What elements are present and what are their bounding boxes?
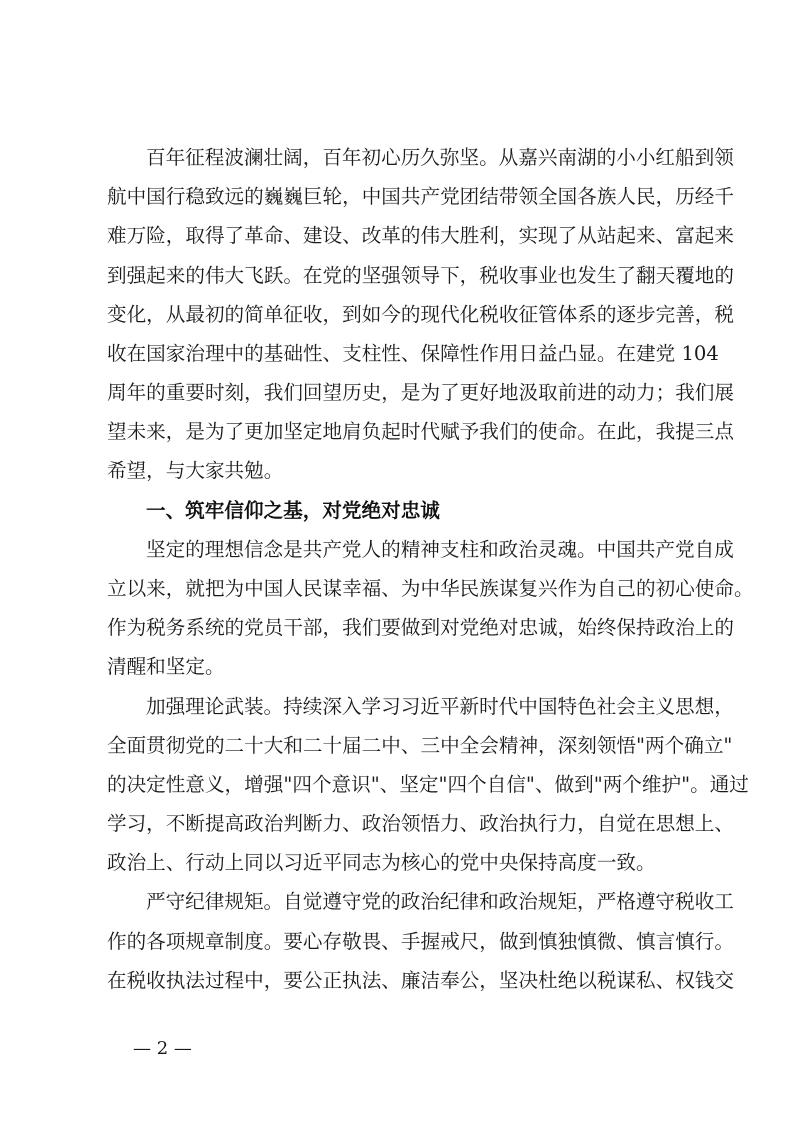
- text-line: 立以来，就把为中国人民谋幸福、为中华民族谋复兴作为自己的初心使命。: [107, 577, 754, 600]
- text-line: 坚定的理想信念是共产党人的精神支柱和政治灵魂。中国共产党自成: [146, 537, 734, 561]
- text-line: 望未来，是为了更加坚定地肩负起时代赋予我们的使命。在此，我提三点: [107, 420, 734, 444]
- page-number: — 2 —: [133, 1038, 192, 1059]
- text-line: 百年征程波澜壮阔，百年初心历久弥坚。从嘉兴南湖的小小红船到领: [146, 146, 734, 169]
- text-line: 希望，与大家共勉。: [107, 459, 284, 483]
- text-line: 清醒和坚定。: [107, 655, 225, 679]
- text-line: 政治上、行动上同以习近平同志为核心的党中央保持高度一致。: [107, 851, 656, 875]
- text-line: 收在国家治理中的基础性、支柱性、保障性作用日益凸显。在建党 104: [107, 341, 719, 365]
- text-line: 在税收执法过程中，要公正执法、廉洁奉公，坚决杜绝以税谋私、权钱交: [107, 968, 734, 992]
- section-heading: 一、筑牢信仰之基，对党绝对忠诚: [146, 498, 440, 522]
- text-line: 周年的重要时刻，我们回望历史，是为了更好地汲取前进的动力；我们展: [107, 381, 734, 405]
- text-line: 作为税务系统的党员干部，我们要做到对党绝对忠诚，始终保持政治上的: [107, 616, 734, 640]
- text-line: 学习，不断提高政治判断力、政治领悟力、政治执行力，自觉在思想上、: [107, 812, 734, 836]
- text-line: 的决定性意义，增强"四个意识"、坚定"四个自信"、做到"两个维护"。通过: [107, 772, 749, 796]
- text-line: 航中国行稳致远的巍巍巨轮，中国共产党团结带领全国各族人民，历经千: [107, 185, 734, 209]
- text-line: 难万险，取得了革命、建设、改革的伟大胜利，实现了从站起来、富起来: [107, 224, 734, 248]
- text-line: 加强理论武装。持续深入学习习近平新时代中国特色社会主义思想，: [146, 694, 734, 718]
- text-line: 变化，从最初的简单征收，到如今的现代化税收征管体系的逐步完善，税: [107, 302, 734, 326]
- text-line: 全面贯彻党的二十大和二十届二中、三中全会精神，深刻领悟"两个确立": [107, 733, 733, 757]
- text-line: 作的各项规章制度。要心存敬畏、手握戒尺，做到慎独慎微、慎言慎行。: [107, 929, 734, 953]
- text-line: 严守纪律规矩。自觉遵守党的政治纪律和政治规矩，严格遵守税收工: [146, 890, 734, 914]
- text-line: 到强起来的伟大飞跃。在党的坚强领导下，税收事业也发生了翻天覆地的: [107, 263, 734, 287]
